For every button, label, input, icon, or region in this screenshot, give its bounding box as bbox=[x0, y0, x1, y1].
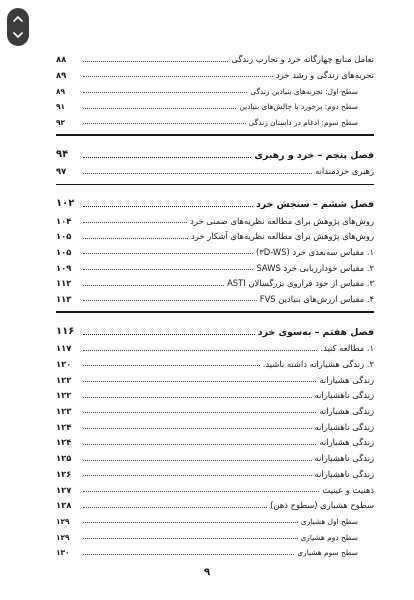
toc-entry-title: ۱. مطالعه کنید. bbox=[320, 343, 374, 354]
dot-leader bbox=[83, 397, 312, 398]
toc-entry-title: سطوح هشیاری (سطوح ذهن) bbox=[270, 500, 374, 511]
dot-leader bbox=[83, 460, 312, 461]
toc-entry-row[interactable] bbox=[56, 209, 374, 225]
toc-entry-title: زندگی هشیارانه bbox=[319, 437, 374, 448]
toc-page-number: ۹۲ bbox=[56, 118, 66, 128]
toc-entry-row[interactable] bbox=[56, 337, 374, 353]
chevron-down-icon[interactable] bbox=[11, 30, 25, 41]
dot-leader bbox=[83, 428, 312, 429]
dot-leader bbox=[83, 61, 228, 62]
toc-page-number: ۱۲۹ bbox=[56, 532, 70, 542]
toc-entry-title: زندگی ناهشیارانه bbox=[314, 421, 374, 432]
toc-entry-row[interactable] bbox=[56, 272, 374, 288]
dot-leader bbox=[83, 173, 312, 174]
toc-entry-title: تعامل منابع چهارگانه خرد و تجارب زندگی bbox=[231, 54, 374, 65]
toc-entry-row[interactable] bbox=[56, 510, 374, 526]
toc-page-number: ۱۲۳ bbox=[56, 406, 72, 417]
toc-entry-row[interactable] bbox=[56, 431, 374, 447]
toc-entry-row[interactable] bbox=[56, 353, 374, 369]
toc-page-number: ۱۲۹ bbox=[56, 516, 70, 526]
toc-entry-row[interactable] bbox=[56, 494, 374, 510]
dot-leader bbox=[83, 238, 188, 239]
toc-entry-row[interactable] bbox=[56, 48, 374, 64]
toc-entry-title: روش‌های پژوهش برای مطالعه نظریه‌های ضمنی خرد bbox=[190, 215, 374, 226]
toc-page-number: ۱۲۶ bbox=[56, 468, 72, 479]
toc-entry-row[interactable] bbox=[56, 415, 374, 431]
dot-leader bbox=[83, 123, 246, 124]
toc-page-number: ۱۲۲ bbox=[56, 390, 72, 401]
toc-page-number: ۱۰۵ bbox=[56, 246, 72, 257]
toc-entry-row[interactable] bbox=[56, 463, 374, 479]
toc-entry-row[interactable] bbox=[56, 368, 374, 384]
toc-entry-row[interactable] bbox=[56, 64, 374, 80]
toc-entry-title: زندگی ناهشیارانه bbox=[314, 390, 374, 401]
toc-page-number: ۱۲۷ bbox=[56, 484, 72, 495]
toc-entry-title: فصل ششم – سنجش خرد bbox=[255, 198, 374, 210]
chevron-up-icon[interactable] bbox=[11, 13, 25, 24]
toc-entry-title: ۳. مقیاس از خود فراروی بزرگسالان ASTI bbox=[227, 278, 374, 289]
toc-page-number: ۱۲۴ bbox=[56, 437, 72, 448]
toc-page-number: ۸۹ bbox=[56, 86, 66, 96]
toc-entry-row[interactable] bbox=[56, 256, 374, 272]
toc-page-number: ۱۱۶ bbox=[56, 326, 75, 338]
section-divider bbox=[56, 311, 374, 313]
toc-page-number: ۱۱۲ bbox=[56, 278, 72, 289]
toc-entry-title: روش‌های پژوهش برای مطالعه نظریه‌های آشکار خرد bbox=[191, 231, 374, 242]
toc-entry-title: زندگی هشیارانه bbox=[319, 406, 374, 417]
toc-page-number: ۹۱ bbox=[56, 102, 66, 112]
toc-entry-row[interactable] bbox=[56, 541, 374, 557]
toc-entry-title: فصل پنجم – خرد و رهبری bbox=[254, 149, 374, 161]
toc-page-number: ۱۰۴ bbox=[56, 215, 72, 226]
toc-page-number: ۱۰۹ bbox=[56, 262, 72, 273]
dot-leader bbox=[83, 507, 267, 508]
toc-page-number: ۱۲۴ bbox=[56, 421, 72, 432]
toc-entry-title: سطح اول هشیاری bbox=[300, 516, 358, 526]
toc-entry-title: ۴. مقیاس ارزش‌های بنیادین FVS bbox=[259, 294, 374, 305]
page-scroll-control[interactable] bbox=[7, 8, 29, 46]
dot-leader bbox=[83, 157, 251, 158]
dot-leader bbox=[83, 300, 257, 301]
toc-entry-row[interactable] bbox=[56, 288, 374, 304]
dot-leader bbox=[83, 538, 298, 539]
toc-entry-title: تجربه‌های زندگی و رشد خرد bbox=[275, 69, 374, 80]
toc-page-number: ۱۲۵ bbox=[56, 453, 72, 464]
toc-entry-title: زندگی ناهشیارانه bbox=[314, 468, 374, 479]
dot-leader bbox=[83, 412, 316, 413]
toc-entry-row[interactable] bbox=[56, 384, 374, 400]
toc-entry-title: سطح سوم هشیاری bbox=[297, 548, 358, 558]
toc-page-number: ۹۴ bbox=[56, 149, 69, 161]
toc-page-number: ۱۲۸ bbox=[56, 500, 72, 511]
toc-entry-row[interactable] bbox=[56, 525, 374, 541]
toc-page-number: ۱۱۷ bbox=[56, 343, 72, 354]
dot-leader bbox=[83, 522, 298, 523]
table-of-contents bbox=[56, 48, 374, 557]
toc-entry-row[interactable] bbox=[56, 478, 374, 494]
dot-leader bbox=[83, 365, 260, 366]
dot-leader bbox=[83, 491, 319, 492]
chapter-heading-row[interactable] bbox=[56, 191, 374, 209]
toc-entry-title: سطح سوم: ادغام در داستان زندگی bbox=[248, 118, 358, 128]
toc-entry-title: ۱. مقیاس سه‌بعدی خرد (۳D-WS) bbox=[256, 246, 374, 257]
toc-page-number: ۸۹ bbox=[56, 69, 67, 80]
toc-entry-title: سطح دوم هشیاری bbox=[300, 532, 358, 542]
toc-page-number: ۹۷ bbox=[56, 166, 67, 177]
dot-leader bbox=[83, 108, 236, 109]
toc-entry-row[interactable] bbox=[56, 160, 374, 176]
toc-entry-title: فصل هفتم – به‌سوی خرد bbox=[257, 326, 374, 338]
dot-leader bbox=[83, 92, 247, 93]
dot-leader bbox=[83, 206, 253, 207]
toc-entry-row[interactable] bbox=[56, 225, 374, 241]
toc-entry-title: سطح دوم: برخورد با چالش‌های بنیادین bbox=[239, 102, 358, 112]
dot-leader bbox=[83, 76, 273, 77]
toc-page-number: ۸۸ bbox=[56, 54, 67, 65]
toc-page-number: ۱۱۳ bbox=[56, 294, 72, 305]
toc-entry-row[interactable] bbox=[56, 79, 374, 95]
toc-entry-row[interactable] bbox=[56, 95, 374, 111]
dot-leader bbox=[83, 350, 317, 351]
toc-page-number: ۱۲۲ bbox=[56, 374, 72, 385]
section-divider bbox=[56, 134, 374, 136]
toc-page-number: ۱۲۰ bbox=[56, 359, 72, 369]
dot-leader bbox=[83, 222, 187, 223]
toc-entry-row[interactable] bbox=[56, 447, 374, 463]
toc-entry-row[interactable] bbox=[56, 241, 374, 257]
toc-page-number: ۱۰۲ bbox=[56, 198, 75, 210]
dot-leader bbox=[83, 554, 294, 555]
dot-leader bbox=[83, 381, 316, 382]
dot-leader bbox=[83, 269, 253, 270]
chapter-heading-row[interactable] bbox=[56, 142, 374, 160]
chapter-heading-row[interactable] bbox=[56, 319, 374, 337]
toc-entry-title: ۲. زندگی هشیارانه داشته باشید. bbox=[262, 359, 374, 369]
toc-entry-title: ۲. مقیاس خودارزیابی خرد SAWS bbox=[256, 262, 374, 273]
toc-entry-title: ذهنیت و عینیت bbox=[322, 484, 374, 495]
toc-entry-title: سطح اول: تجربه‌های بنیادین زندگی bbox=[250, 86, 358, 96]
dot-leader bbox=[83, 475, 312, 476]
dot-leader bbox=[83, 444, 316, 445]
dot-leader bbox=[83, 334, 255, 335]
section-divider bbox=[56, 184, 374, 186]
toc-entry-title: زندگی ناهشیارانه bbox=[314, 453, 374, 464]
toc-page-number: ۱۰۵ bbox=[56, 231, 72, 242]
toc-entry-title: رهبری خردمندانه bbox=[315, 166, 374, 177]
toc-entry-row[interactable] bbox=[56, 400, 374, 416]
dot-leader bbox=[83, 285, 224, 286]
dot-leader bbox=[83, 253, 253, 254]
toc-page-number: ۱۳۰ bbox=[56, 548, 70, 558]
toc-entry-row[interactable] bbox=[56, 111, 374, 127]
page-number: ۹ bbox=[203, 567, 211, 578]
toc-entry-title: زندگی هشیارانه bbox=[319, 374, 374, 385]
